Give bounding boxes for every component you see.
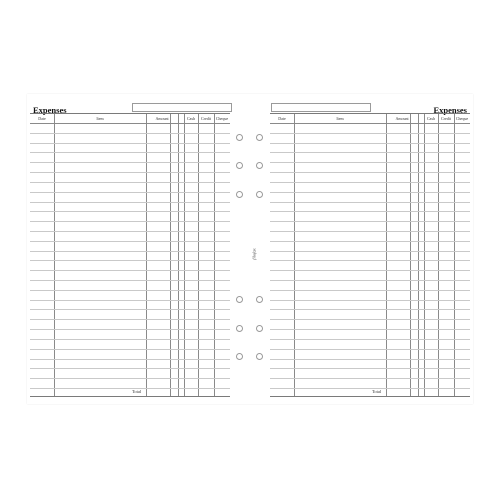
ruled-line xyxy=(270,280,470,281)
ruled-line xyxy=(30,152,230,153)
ruled-line xyxy=(270,309,470,310)
column-header-cash: Cash xyxy=(187,116,195,121)
ruled-line xyxy=(30,300,230,301)
expenses-refill-sheet xyxy=(27,94,473,404)
ruled-line xyxy=(30,172,230,173)
column-divider xyxy=(214,114,215,396)
ruled-line xyxy=(270,290,470,291)
ruled-line xyxy=(30,388,230,389)
ruled-line xyxy=(270,270,470,271)
column-header-amount: Amount xyxy=(395,116,409,121)
ruled-line xyxy=(30,280,230,281)
ruled-line xyxy=(30,192,230,193)
binder-hole xyxy=(256,353,263,360)
ruled-line xyxy=(270,339,470,340)
ruled-line xyxy=(270,388,470,389)
page-title: Expenses xyxy=(433,105,467,115)
ruled-line xyxy=(30,211,230,212)
ruled-line xyxy=(30,319,230,320)
column-header-credit: Credit xyxy=(441,116,451,121)
expenses-table xyxy=(30,113,230,397)
ruled-line xyxy=(270,329,470,330)
title-write-in-box xyxy=(132,103,232,112)
left-page xyxy=(30,94,230,404)
ruled-line xyxy=(270,143,470,144)
ruled-line xyxy=(270,211,470,212)
ruled-line xyxy=(30,378,230,379)
ruled-line xyxy=(270,241,470,242)
header-rule xyxy=(270,123,470,124)
binder-hole xyxy=(256,191,263,198)
ruled-line xyxy=(270,221,470,222)
binder-hole xyxy=(236,325,243,332)
column-divider xyxy=(454,114,455,396)
ruled-line xyxy=(270,162,470,163)
binder-hole xyxy=(256,134,263,141)
column-divider xyxy=(184,114,185,396)
column-header-item: Item xyxy=(96,116,104,121)
binder-hole xyxy=(236,353,243,360)
binder-hole xyxy=(236,296,243,303)
binder-hole xyxy=(256,162,263,169)
column-header-cheque: Cheque xyxy=(215,116,229,121)
column-header-cheque: Cheque xyxy=(455,116,469,121)
column-header-date: Date xyxy=(278,116,286,121)
column-header-item: Item xyxy=(336,116,344,121)
column-header-credit: Credit xyxy=(201,116,211,121)
column-header-date: Date xyxy=(38,116,46,121)
column-divider xyxy=(146,114,147,396)
header-rule xyxy=(30,123,230,124)
expenses-table xyxy=(270,113,470,397)
ruled-line xyxy=(30,368,230,369)
ruled-line xyxy=(270,133,470,134)
column-divider xyxy=(294,114,295,396)
ruled-line xyxy=(30,260,230,261)
ruled-line xyxy=(270,231,470,232)
column-divider xyxy=(410,114,411,396)
title-write-in-box xyxy=(271,103,371,112)
ruled-line xyxy=(270,378,470,379)
total-label: Total xyxy=(132,389,142,394)
ruled-line xyxy=(30,359,230,360)
ruled-line xyxy=(270,152,470,153)
ruled-line xyxy=(30,241,230,242)
ruled-line xyxy=(270,368,470,369)
column-divider xyxy=(178,114,179,396)
ruled-line xyxy=(270,349,470,350)
ruled-line xyxy=(30,270,230,271)
page-title: Expenses xyxy=(33,105,67,115)
ruled-line xyxy=(270,260,470,261)
binder-hole xyxy=(236,134,243,141)
column-divider xyxy=(418,114,419,396)
ruled-line xyxy=(30,251,230,252)
total-label: Total xyxy=(372,389,382,394)
ruled-line xyxy=(30,290,230,291)
ruled-line xyxy=(30,329,230,330)
ruled-line xyxy=(270,182,470,183)
ruled-line xyxy=(30,221,230,222)
ruled-line xyxy=(30,349,230,350)
ruled-line xyxy=(270,300,470,301)
ruled-line xyxy=(30,231,230,232)
binder-hole xyxy=(256,325,263,332)
ruled-line xyxy=(270,192,470,193)
column-divider xyxy=(54,114,55,396)
ruled-line xyxy=(270,172,470,173)
ruled-line xyxy=(270,319,470,320)
binder-hole xyxy=(236,191,243,198)
ruled-line xyxy=(30,133,230,134)
ruled-line xyxy=(30,309,230,310)
column-divider xyxy=(198,114,199,396)
right-page xyxy=(270,94,470,404)
ruled-line xyxy=(30,182,230,183)
column-divider xyxy=(170,114,171,396)
ruled-line xyxy=(270,359,470,360)
column-divider xyxy=(424,114,425,396)
ruled-line xyxy=(30,202,230,203)
column-header-amount: Amount xyxy=(155,116,169,121)
column-header-cash: Cash xyxy=(427,116,435,121)
brand-logo: filofax xyxy=(251,248,257,260)
binder-hole xyxy=(256,296,263,303)
column-divider xyxy=(386,114,387,396)
ruled-line xyxy=(30,143,230,144)
binder-hole xyxy=(236,162,243,169)
column-divider xyxy=(438,114,439,396)
ruled-line xyxy=(30,339,230,340)
ruled-line xyxy=(270,251,470,252)
ruled-line xyxy=(30,162,230,163)
ruled-line xyxy=(270,202,470,203)
